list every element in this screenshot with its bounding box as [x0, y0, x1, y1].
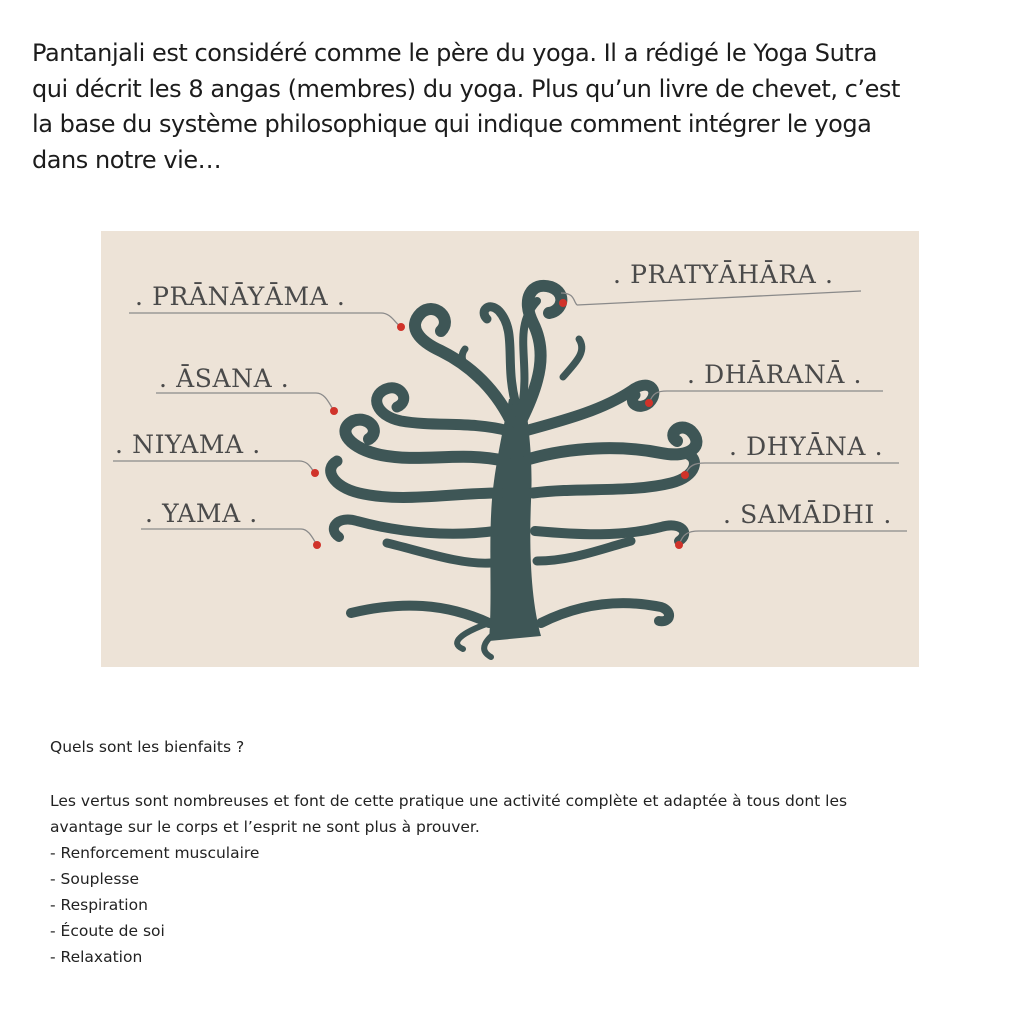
- list-item: - Respiration: [50, 896, 148, 914]
- label-pratyahara: . PRATYĀHĀRA .: [613, 260, 834, 289]
- section-title: Quels sont les bienfaits ?: [50, 738, 245, 756]
- leader-line: [561, 291, 861, 305]
- list-item: - Relaxation: [50, 948, 143, 966]
- marker-icon: [397, 323, 405, 331]
- paragraph-line: Les vertus sont nombreuses et font de cette pratique une activité complète et adaptée à tous dont les: [50, 792, 848, 810]
- leader-line: [679, 531, 907, 545]
- label-dhyana: . DHYĀNA .: [729, 432, 884, 461]
- tree-icon: [331, 286, 697, 657]
- marker-icon: [330, 407, 338, 415]
- yoga-tree-illustration: [101, 231, 919, 667]
- leader-line: [113, 461, 315, 473]
- label-asana: . ĀSANA .: [159, 364, 290, 393]
- list-item: - Écoute de soi: [50, 922, 165, 940]
- benefits-paragraph: [50, 788, 930, 840]
- intro-line: qui décrit les 8 angas (membres) du yoga. Plus qu’un livre de chevet, c’est: [32, 74, 900, 103]
- label-dharana: . DHĀRANĀ .: [687, 360, 863, 389]
- label-yama: . YAMA .: [145, 499, 258, 528]
- paragraph-line: avantage sur le corps et l’esprit ne sont plus à prouver.: [50, 818, 480, 836]
- intro-line: la base du système philosophique qui indique comment intégrer le yoga: [32, 110, 872, 138]
- marker-icon: [645, 399, 653, 407]
- label-samadhi: . SAMĀDHI .: [723, 500, 892, 529]
- marker-icon: [559, 299, 567, 307]
- leader-line: [649, 391, 883, 403]
- marker-icon: [675, 541, 683, 549]
- label-niyama: . NIYAMA .: [115, 430, 261, 459]
- marker-icon: [681, 471, 689, 479]
- list-item: - Souplesse: [50, 870, 140, 888]
- marker-icon: [313, 541, 321, 549]
- leader-line: [141, 529, 317, 545]
- label-pranayama: . PRĀNĀYĀMA .: [135, 282, 346, 311]
- marker-icon: [311, 469, 319, 477]
- intro-line: Pantanjali est considéré comme le père du yoga. Il a rédigé le Yoga Sutra: [32, 39, 877, 67]
- tree-svg: [101, 231, 919, 667]
- intro-line: dans notre vie…: [32, 145, 222, 174]
- leader-line: [129, 313, 401, 327]
- leader-line: [156, 393, 334, 411]
- intro-paragraph: [32, 36, 1007, 178]
- benefits-list: [50, 840, 930, 970]
- leader-line: [685, 463, 899, 475]
- list-item: - Renforcement musculaire: [50, 844, 260, 862]
